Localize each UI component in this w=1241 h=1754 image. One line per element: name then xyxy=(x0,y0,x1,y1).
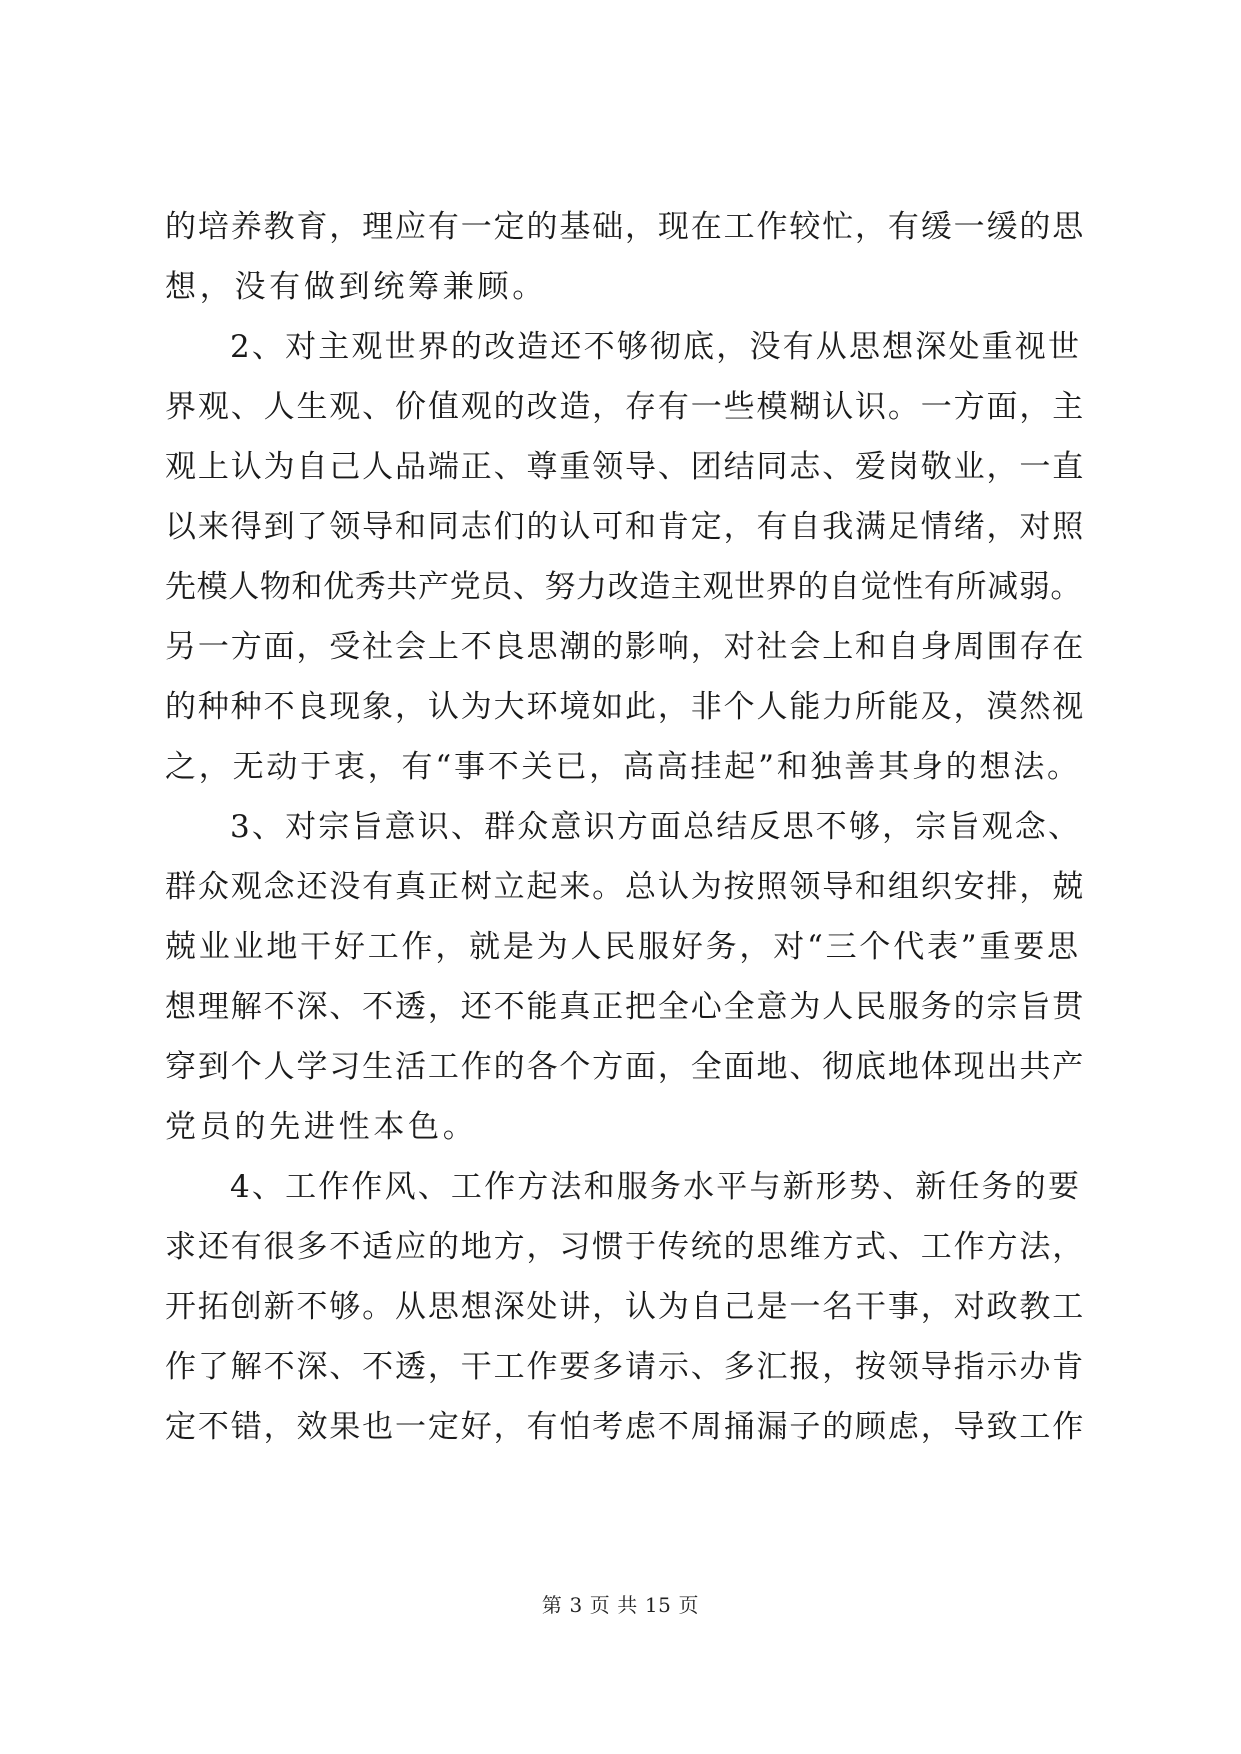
text-line: 的培养教育，理应有一定的基础，现在工作较忙，有缓一缓的思 xyxy=(165,209,1086,245)
text-line: 观上认为自己人品端正、尊重领导、团结同志、爱岗敬业，一直 xyxy=(165,449,1086,485)
paragraph-start-line: 3、对宗旨意识、群众意识方面总结反思不够，宗旨观念、 xyxy=(230,809,1082,845)
text-line: 想，没有做到统筹兼顾。 xyxy=(165,269,547,305)
text-line: 党员的先进性本色。 xyxy=(165,1109,478,1145)
text-line: 穿到个人学习生活工作的各个方面，全面地、彻底地体现出共产 xyxy=(165,1049,1086,1085)
text-line: 群众观念还没有真正树立起来。总认为按照领导和组织安排，兢 xyxy=(165,869,1086,905)
text-line: 兢业业地干好工作，就是为人民服好务，对“三个代表”重要思 xyxy=(165,929,1081,965)
paragraph-start-line: 4、工作作风、工作方法和服务水平与新形势、新任务的要 xyxy=(230,1169,1082,1205)
text-line: 求还有很多不适应的地方，习惯于传统的思维方式、工作方法， xyxy=(165,1229,1086,1265)
text-line: 的种种不良现象，认为大环境如此，非个人能力所能及，漠然视 xyxy=(165,689,1086,725)
text-line: 想理解不深、不透，还不能真正把全心全意为人民服务的宗旨贯 xyxy=(165,989,1086,1025)
text-line: 开拓创新不够。从思想深处讲，认为自己是一名干事，对政教工 xyxy=(165,1289,1086,1325)
paragraph-start-line: 2、对主观世界的改造还不够彻底，没有从思想深处重视世 xyxy=(230,329,1082,365)
text-line: 定不错，效果也一定好，有怕考虑不周捅漏子的顾虑，导致工作 xyxy=(165,1409,1086,1445)
text-line: 以来得到了领导和同志们的认可和肯定，有自我满足情绪，对照 xyxy=(165,509,1086,545)
text-line: 先模人物和优秀共产党员、努力改造主观世界的自觉性有所减弱。 xyxy=(165,569,1082,605)
text-line: 作了解不深、不透，干工作要多请示、多汇报，按领导指示办肯 xyxy=(165,1349,1086,1385)
text-line: 另一方面，受社会上不良思潮的影响，对社会上和自身周围存在 xyxy=(165,629,1086,665)
text-line: 界观、人生观、价值观的改造，存有一些模糊认识。一方面，主 xyxy=(165,389,1086,425)
page-number-footer: 第 3 页 共 15 页 xyxy=(541,1593,700,1617)
text-line: 之，无动于衷，有“事不关已，高高挂起”和独善其身的想法。 xyxy=(165,749,1081,785)
